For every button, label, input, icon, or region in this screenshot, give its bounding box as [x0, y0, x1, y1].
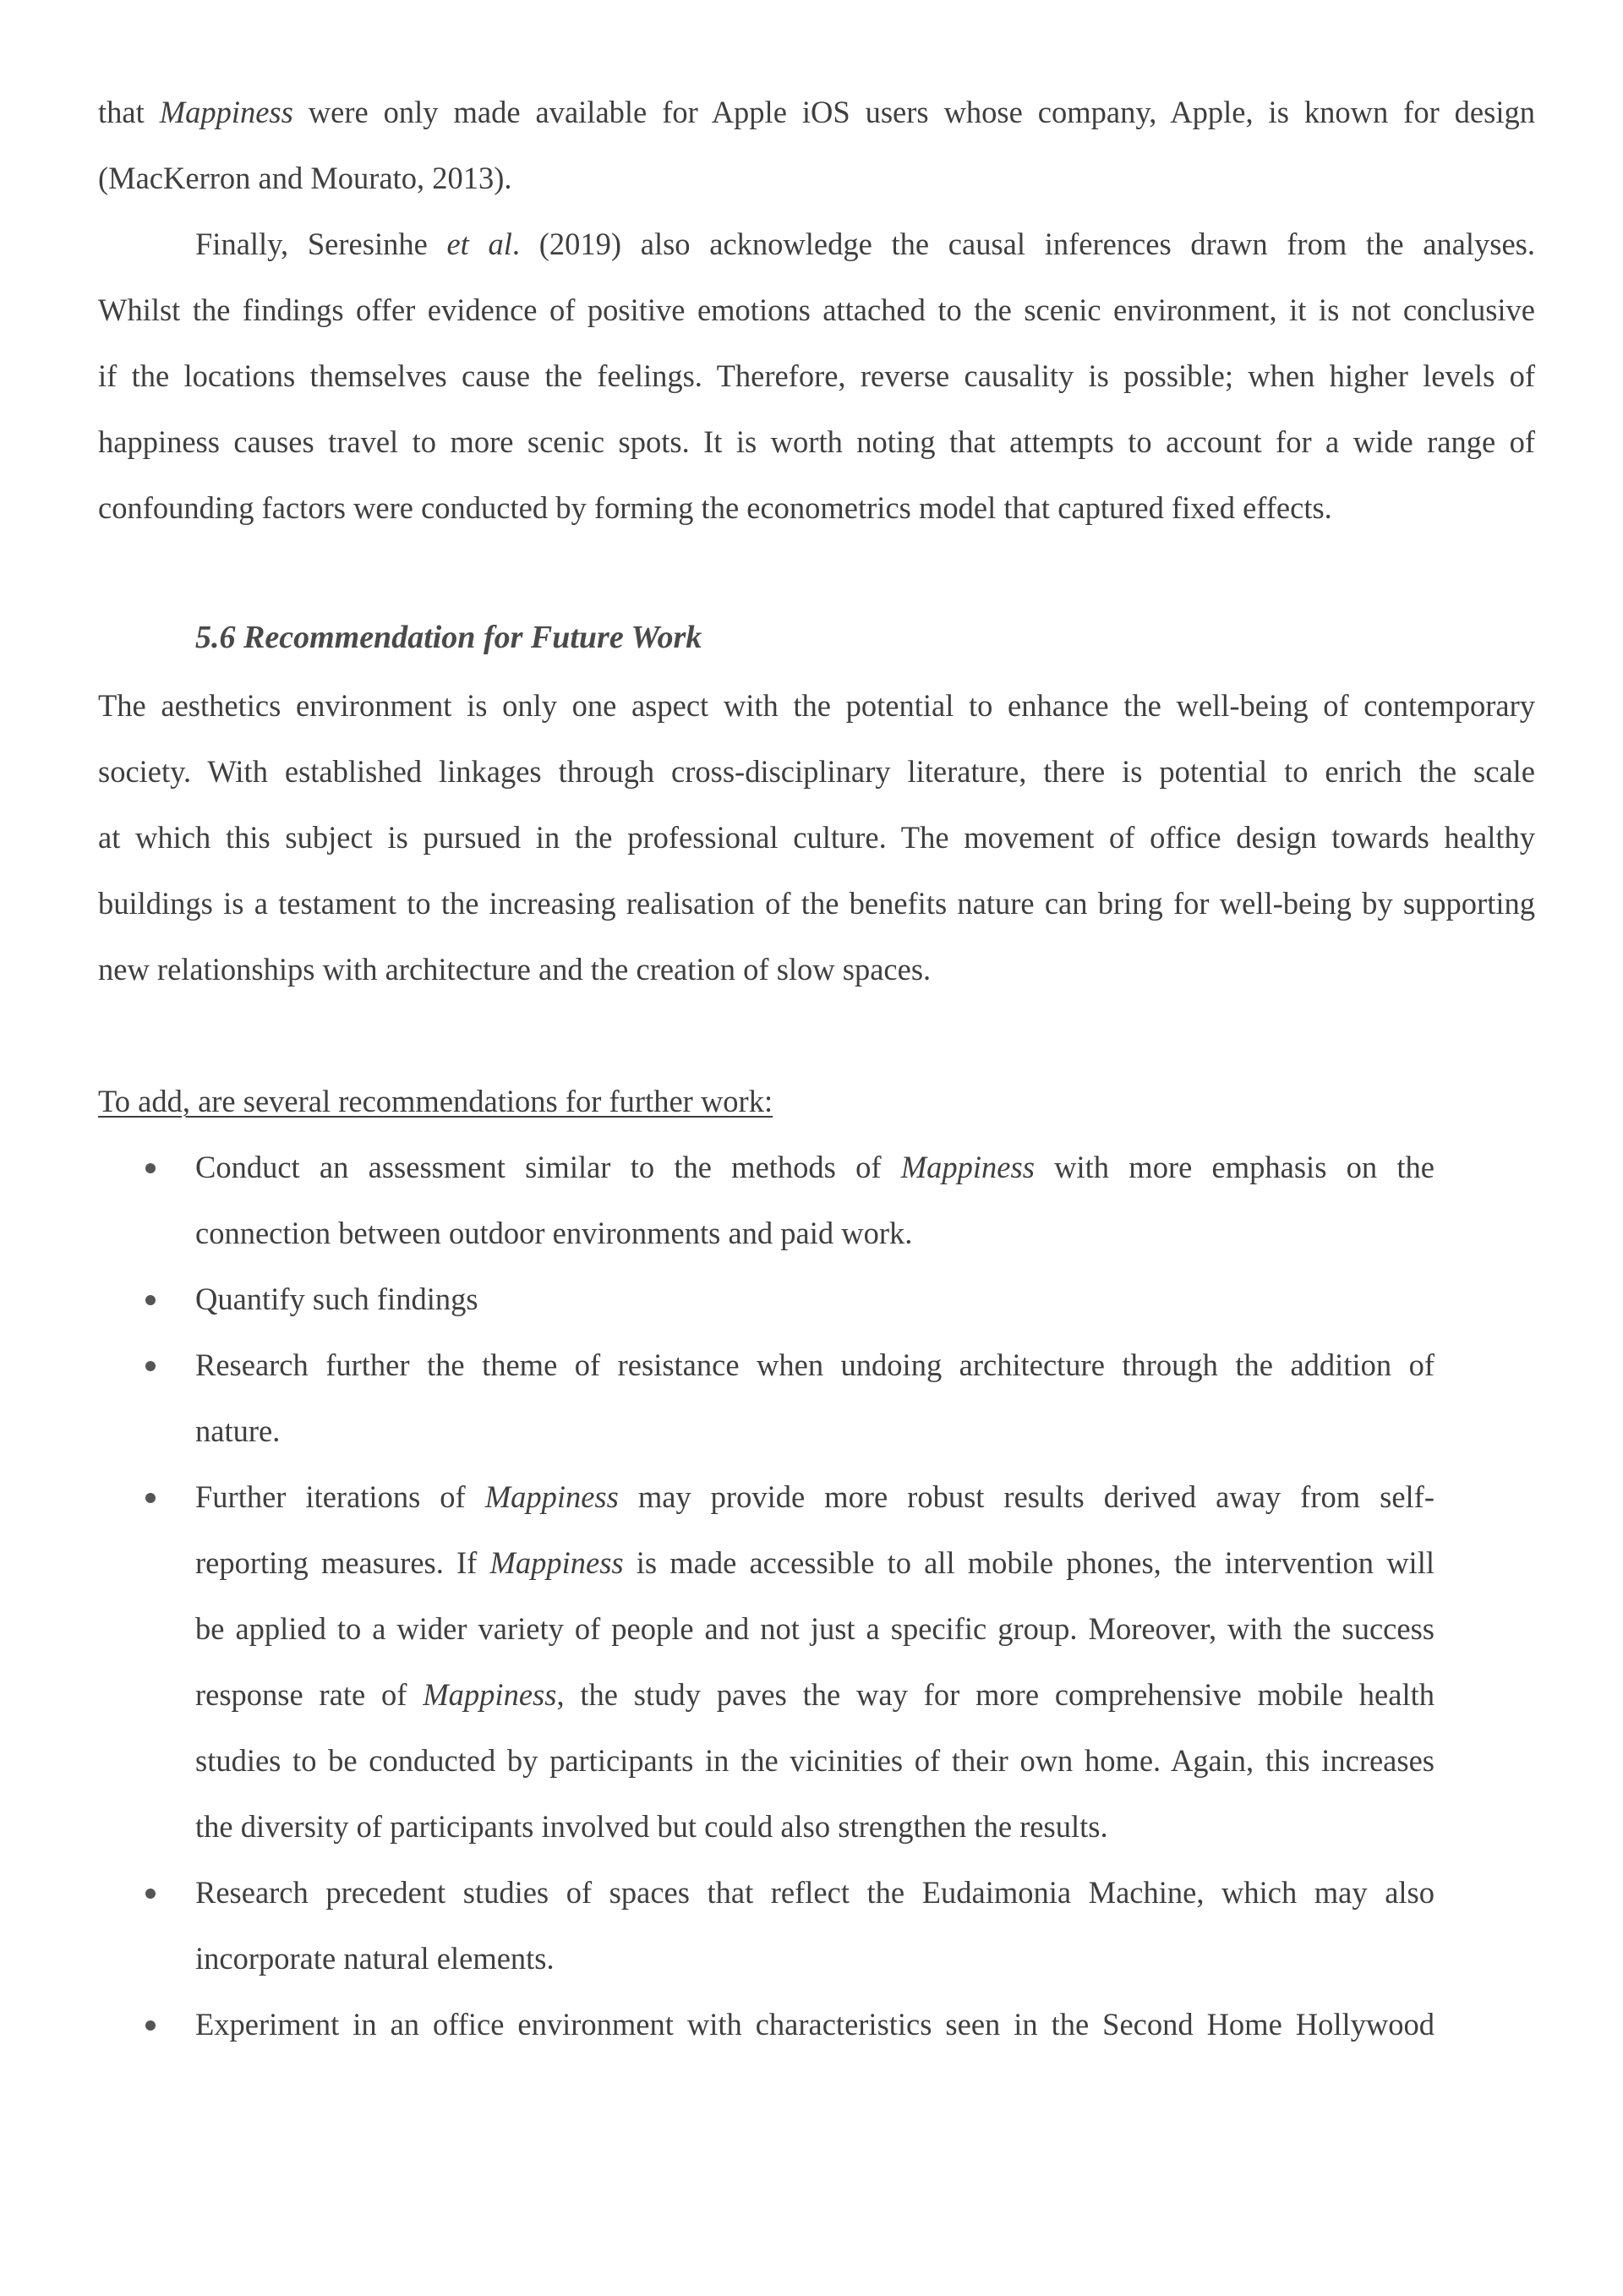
list-item-line — [195, 1478, 1434, 1517]
paragraph-line: if the locations themselves cause the feelings. Therefore, reverse causality is possible; when higher levels of — [98, 358, 1535, 393]
italic-term: Mappiness — [489, 1545, 624, 1580]
paragraph-line: Whilst the findings offer evidence of positive emotions attached to the scenic environment, it is not conclusive — [98, 292, 1535, 327]
paragraph-line — [98, 93, 1535, 132]
paragraph-line: confounding factors were conducted by forming the econometrics model that captured fixed effects. — [98, 490, 1332, 525]
text-run: that — [98, 95, 160, 129]
bullet-icon — [145, 1295, 156, 1305]
paragraph-line: (MacKerron and Mourato, 2013). — [98, 161, 512, 195]
text-run: . (2019) also acknowledge the causal inferences drawn from the analyses. — [511, 227, 1535, 261]
italic-term: Mappiness — [159, 95, 293, 129]
paragraph-line: new relationships with architecture and the creation of slow spaces. — [98, 952, 932, 987]
text-run: Further iterations of — [195, 1479, 485, 1514]
list-item-line: studies to be conducted by participants in the vicinities of their own home. Again, this increases — [195, 1743, 1434, 1778]
paragraph-line: society. With established linkages through cross-disciplinary literature, there is potential to enrich the scale — [98, 754, 1535, 789]
list-item-line: the diversity of participants involved but could also strengthen the results. — [195, 1809, 1108, 1844]
list-item-line: Research precedent studies of spaces that reflect the Eudaimonia Machine, which may also — [195, 1875, 1434, 1910]
bullet-icon — [145, 1163, 156, 1173]
italic-term: Mappiness — [423, 1677, 557, 1712]
text-run: were only made available for Apple iOS users whose company, Apple, is known for design — [292, 95, 1535, 129]
list-item-line: Research further the theme of resistance when undoing architecture through the addition of — [195, 1348, 1434, 1382]
list-item-line: be applied to a wider variety of people and not just a specific group. Moreover, with the success — [195, 1611, 1434, 1646]
bullet-icon — [145, 1361, 156, 1371]
paragraph-line: The aesthetics environment is only one aspect with the potential to enhance the well-being of contemporary — [98, 688, 1535, 723]
italic-term: Mappiness — [484, 1479, 619, 1514]
list-item-line: Quantify such findings — [195, 1282, 478, 1316]
italic-term: Mappiness — [900, 1150, 1035, 1184]
section-heading: 5.6 Recommendation for Future Work — [195, 620, 702, 655]
text-run: may provide more robust results derived away from self- — [618, 1479, 1434, 1514]
paragraph-line: at which this subject is pursued in the professional culture. The movement of office design towards healthy — [98, 820, 1535, 855]
list-item-line: incorporate natural elements. — [195, 1941, 555, 1976]
text-run: , the study paves the way for more comprehensive mobile health — [556, 1677, 1434, 1712]
bullet-icon — [145, 1493, 156, 1503]
list-item-line — [195, 1544, 1434, 1583]
list-item-line — [195, 1676, 1434, 1714]
recommendations-label: To add, are several recommendations for further work: — [98, 1084, 773, 1118]
list-item-line: Experiment in an office environment with characteristics seen in the Second Home Hollywood — [195, 2007, 1434, 2042]
paragraph-line: buildings is a testament to the increasing realisation of the benefits nature can bring for well-being by supporting — [98, 886, 1535, 921]
paragraph-line: happiness causes travel to more scenic spots. It is worth noting that attempts to account for a wide range of — [98, 424, 1535, 459]
list-item-line — [195, 1148, 1434, 1187]
text-run: response rate of — [195, 1677, 424, 1712]
text-run: is made accessible to all mobile phones, the intervention will — [623, 1545, 1434, 1580]
list-item-line: nature. — [195, 1413, 281, 1448]
italic-term: et al — [446, 227, 512, 261]
bullet-icon — [145, 1889, 156, 1899]
bullet-icon — [145, 2020, 156, 2031]
text-run: with more emphasis on the — [1034, 1150, 1434, 1184]
text-run: Finally, Seresinhe — [195, 227, 447, 261]
text-run: reporting measures. If — [195, 1545, 490, 1580]
list-item-line: connection between outdoor environments and paid work. — [195, 1216, 913, 1250]
paragraph-line — [195, 225, 1535, 264]
text-run: Conduct an assessment similar to the methods of — [195, 1150, 901, 1184]
